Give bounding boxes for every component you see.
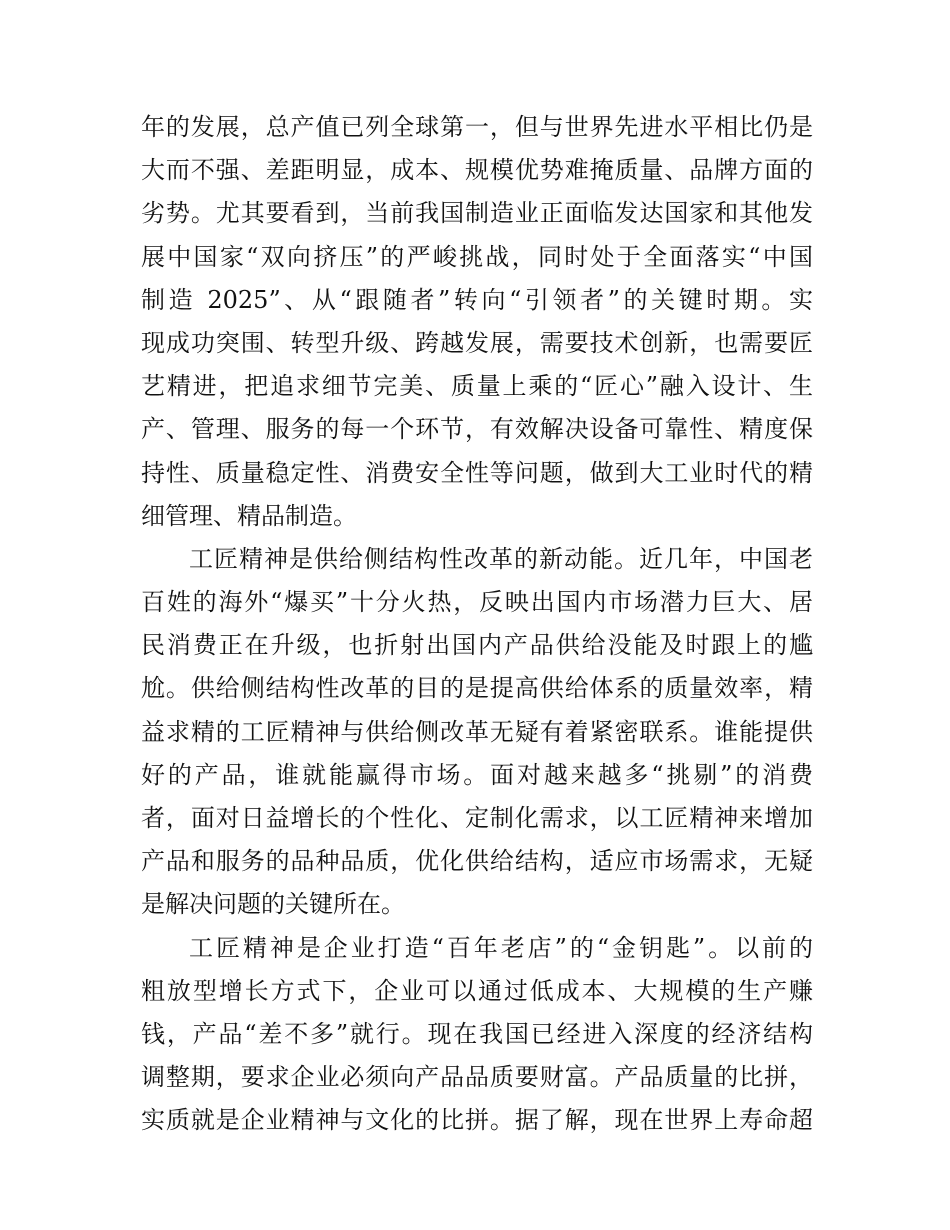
text-line: 好的产品，谁就能赢得市场。面对越来越多“挑剔”的消费 xyxy=(141,760,813,789)
text-line: 钱，产品“差不多”就行。现在我国已经进入深度的经济结构 xyxy=(141,1019,813,1048)
text-line: 工匠精神是供给侧结构性改革的新动能。近几年，中国老 xyxy=(189,544,813,573)
text-line: 百姓的海外“爆买”十分火热，反映出国内市场潜力巨大、居 xyxy=(141,588,813,617)
paragraph-2 xyxy=(141,538,813,927)
text-line: 展中国家“双向挤压”的严峻挑战，同时处于全面落实“中国 xyxy=(141,242,813,271)
text-line: 年的发展，总产值已列全球第一，但与世界先进水平相比仍是 xyxy=(141,113,813,141)
text-line: 现成功突围、转型升级、跨越发展，需要技术创新，也需要匠 xyxy=(141,328,813,357)
text-line: 艺精进，把追求细节完美、质量上乘的“匠心”融入设计、生 xyxy=(141,372,813,401)
text-line: 尬。供给侧结构性改革的目的是提高供给体系的质量效率，精 xyxy=(141,674,813,703)
text-line: 产品和服务的品种品质，优化供给结构，适应市场需求，无疑 xyxy=(141,847,813,876)
text-line: 制造 2025”、从“跟随者”转向“引领者”的关键时期。实 xyxy=(141,285,813,314)
text-line: 细管理、精品制造。 xyxy=(141,501,357,530)
paragraph-1 xyxy=(141,106,813,538)
text-line: 持性、质量稳定性、消费安全性等问题，做到大工业时代的精 xyxy=(141,458,813,487)
text-line: 调整期，要求企业必须向产品品质要财富。产品质量的比拼， xyxy=(141,1063,813,1092)
text-line: 粗放型增长方式下，企业可以通过低成本、大规模的生产赚 xyxy=(141,976,813,1005)
text-line: 者，面对日益增长的个性化、定制化需求，以工匠精神来增加 xyxy=(141,804,813,832)
text-line: 大而不强、差距明显，成本、规模优势难掩质量、品牌方面的 xyxy=(141,156,813,185)
text-line: 是解决问题的关键所在。 xyxy=(141,890,405,919)
text-line: 益求精的工匠精神与供给侧改革无疑有着紧密联系。谁能提供 xyxy=(141,717,813,746)
text-line: 实质就是企业精神与文化的比拼。据了解，现在世界上寿命超 xyxy=(141,1106,813,1135)
paragraph-3 xyxy=(141,927,813,1143)
text-line: 工匠精神是企业打造“百年老店”的“金钥匙”。以前的 xyxy=(189,933,813,962)
text-line: 劣势。尤其要看到，当前我国制造业正面临发达国家和其他发 xyxy=(141,199,813,228)
text-line: 民消费正在升级，也折射出国内产品供给没能及时跟上的尴 xyxy=(141,631,813,660)
text-line: 产、管理、服务的每一个环节，有效解决设备可靠性、精度保 xyxy=(141,415,813,444)
body-text xyxy=(141,106,813,1143)
